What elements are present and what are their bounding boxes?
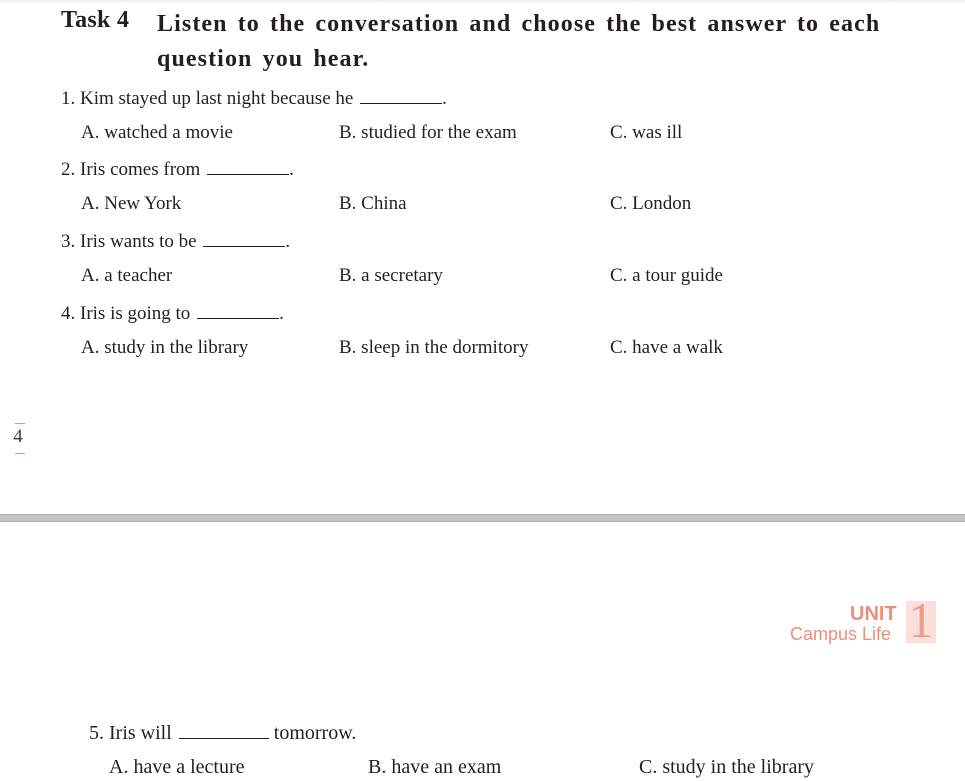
option-1c: C. was ill xyxy=(610,122,683,143)
option-3c: C. a tour guide xyxy=(610,265,723,286)
answer-blank xyxy=(203,229,285,247)
answer-blank xyxy=(207,157,289,175)
option-3a: A. a teacher xyxy=(81,265,173,286)
option-2c: C. London xyxy=(610,193,692,214)
answer-blank xyxy=(360,86,442,104)
page-separator xyxy=(0,514,965,522)
question-4 xyxy=(61,301,284,325)
option-3b: B. a secretary xyxy=(339,265,443,286)
option-2a: A. New York xyxy=(81,193,182,214)
option-4c: C. have a walk xyxy=(610,337,723,358)
option-1a: A. watched a movie xyxy=(81,122,233,143)
question-suffix: tomorrow. xyxy=(273,722,357,744)
option-2b: B. China xyxy=(339,193,407,214)
question-suffix: . xyxy=(289,159,294,180)
option-5b: B. have an exam xyxy=(368,756,502,778)
option-5a: A. have a lecture xyxy=(109,756,245,778)
question-text: 2. Iris comes from xyxy=(61,159,201,180)
answer-blank xyxy=(179,721,269,739)
question-text: 5. Iris will xyxy=(89,722,172,744)
unit-label: UNIT xyxy=(850,603,897,625)
page-number-rule-top xyxy=(15,423,25,424)
question-text: 3. Iris wants to be xyxy=(61,231,197,252)
question-1 xyxy=(61,86,447,110)
option-5c: C. study in the library xyxy=(639,756,814,778)
task-label: Task 4 xyxy=(61,7,130,33)
question-3 xyxy=(61,229,290,253)
question-suffix: . xyxy=(285,231,291,252)
question-text: 4. Iris is going to xyxy=(61,303,191,324)
answer-blank xyxy=(197,301,279,319)
unit-number: 1 xyxy=(908,592,934,648)
question-suffix: . xyxy=(279,303,284,324)
question-2 xyxy=(61,157,294,181)
question-5 xyxy=(89,721,356,745)
option-1b: B. studied for the exam xyxy=(339,122,517,143)
page-number: 4 xyxy=(13,426,23,447)
option-4a: A. study in the library xyxy=(81,337,249,358)
option-4b: B. sleep in the dormitory xyxy=(339,337,529,358)
task-title: Listen to the conversation and choose the best answer to each question you hear. xyxy=(157,11,881,72)
question-text: 1. Kim stayed up last night because he xyxy=(61,88,354,109)
page-number-rule-bottom xyxy=(15,453,25,454)
top-shadow xyxy=(0,0,965,4)
question-suffix: . xyxy=(442,88,447,109)
unit-title: Campus Life xyxy=(790,624,892,644)
